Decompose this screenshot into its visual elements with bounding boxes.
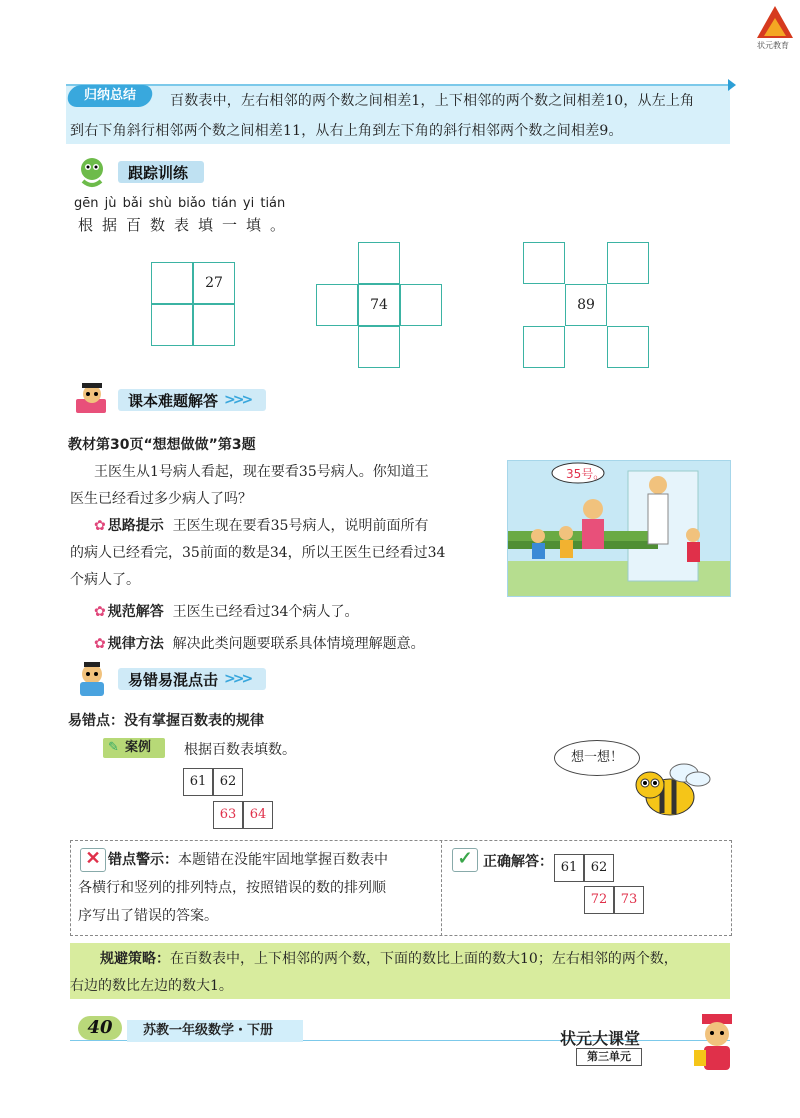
unit-label: 第三单元 (576, 1048, 642, 1066)
grid-cell (523, 242, 565, 284)
error-point: 易错点：没有掌握百数表的规律 (68, 713, 264, 729)
bee-icon (620, 755, 716, 825)
answer-cell: 61 (554, 854, 584, 882)
pinyin-line: gēn jù bǎi shù biǎo tián yi tián (74, 196, 286, 211)
answer-cell-correct: 73 (614, 886, 644, 914)
logo-text: 状元教育 (757, 41, 789, 50)
case-cell: 62 (213, 768, 243, 796)
training-header (72, 158, 204, 186)
doctor-mascot-icon (72, 661, 112, 697)
grid-cell (151, 304, 193, 346)
mistakes-title: 易错易混点击 >>> (118, 668, 266, 690)
hint-line2: 的病人已经看完，35前面的数是34，所以王医生已经看过34 (70, 545, 446, 561)
check-mark-icon: ✓ (452, 848, 478, 872)
flower-icon: ✿ (94, 636, 106, 652)
training-instruction: 根据百数表填一填。 (78, 216, 295, 234)
question-line2: 医生已经看过多少病人了吗？ (70, 491, 252, 507)
case-badge: ✎ 案例 (103, 738, 165, 758)
hint-line1: ✿ 思路提示 王医生现在要看35号病人，说明前面所有 (94, 518, 429, 534)
publisher-logo (745, 2, 800, 54)
grid-cell (316, 284, 358, 326)
grid-cell (358, 326, 400, 368)
method-line: ✿ 规律方法 解决此类问题要联系具体情境理解题意。 (94, 636, 425, 652)
question-line1: 王医生从1号病人看起，现在要看35号病人。你知道王 (94, 464, 429, 480)
exercise-reference: 教材第30页“想想做做”第3题 (68, 437, 256, 453)
textbook-title: 课本难题解答 >>> (118, 389, 266, 411)
summary-text-line2: 到右下角斜行相邻两个数之间相差11，从右上角到左下角的斜行相邻两个数之间相差9。 (70, 123, 623, 139)
picture-sign-text: 35号。 (566, 467, 606, 481)
grid-cell (607, 242, 649, 284)
grid-cell (400, 284, 442, 326)
grid-cell-given: 89 (565, 284, 607, 326)
strategy-text: 规避策略：在百数表中，上下相邻的两个数，下面的数比上面的数大10；左右相邻的两个数， 右边的数比左边的数大1。 (70, 951, 678, 994)
grid-cell (523, 326, 565, 368)
flower-icon: ✿ (94, 604, 106, 620)
reading-owl-icon (72, 382, 112, 418)
case-cell-wrong: 63 (213, 801, 243, 829)
clinic-illustration (507, 460, 731, 597)
cross-mark-icon: ✕ (80, 848, 106, 872)
textbook-header (72, 386, 266, 414)
grid-cell (151, 262, 193, 304)
grid-cell (193, 304, 235, 346)
answer-cell-correct: 72 (584, 886, 614, 914)
hint-line3: 个病人了。 (70, 572, 140, 588)
answer-line: ✿ 规范解答 王医生已经看过34个病人了。 (94, 604, 359, 620)
grid-cell-given: 74 (358, 284, 400, 326)
thought-bubble: 想一想！ (554, 740, 640, 776)
warning-text: 错点警示：本题错在没能牢固地掌握百数表中 各横行和竖列的排列特点，按照错误的数的排列顺 序写出了错误的答案。 (78, 852, 388, 924)
page-number: 40 (78, 1016, 122, 1040)
answer-cell: 62 (584, 854, 614, 882)
pencil-icon: ✎ (108, 740, 119, 755)
training-title: 跟踪训练 (118, 161, 204, 183)
snake-mascot-icon (72, 154, 112, 190)
grid-cell (607, 326, 649, 368)
case-cell: 61 (183, 768, 213, 796)
brand-name: 状元大课堂 (560, 1029, 641, 1048)
mistakes-header (72, 665, 266, 693)
grid-cell (358, 242, 400, 284)
correct-answer-label: 正确解答： (483, 854, 553, 870)
case-cell-wrong: 64 (243, 801, 273, 829)
error-box-divider (441, 840, 442, 936)
scholar-mascot-icon (690, 1012, 744, 1076)
grid-cell-given: 27 (193, 262, 235, 304)
flower-icon: ✿ (94, 518, 106, 534)
summary-badge: 归纳总结 (66, 85, 155, 107)
case-text: 根据百数表填数。 (184, 742, 296, 758)
book-title: 苏教一年级数学・下册 (127, 1020, 303, 1042)
summary-text-line1: 百数表中，左右相邻的两个数之间相差1，上下相邻的两个数之间相差10，从左上角 (170, 93, 695, 109)
